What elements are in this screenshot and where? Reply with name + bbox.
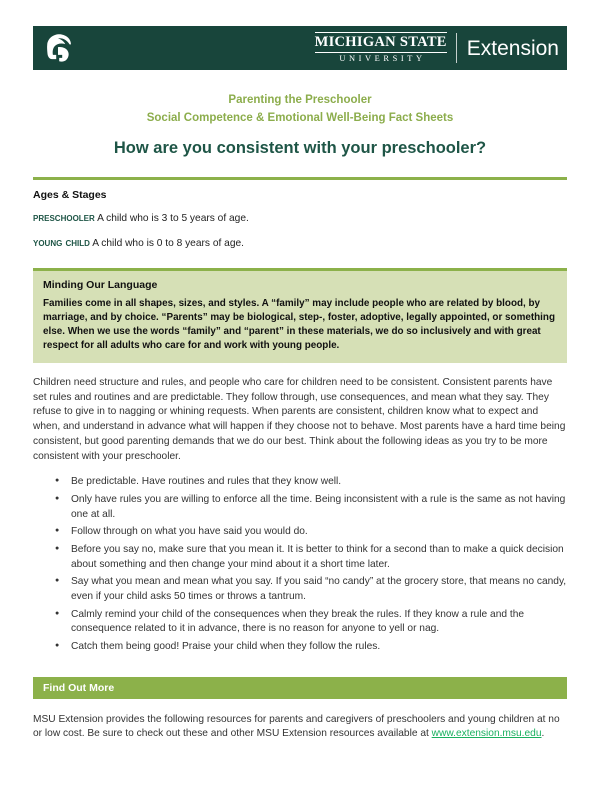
list-item: ● Be predictable. Have routines and rules that they know well. [55,475,567,490]
list-item: ● Calmly remind your child of the consequences when they break the rules. If they know a rule and the consequence related to it in advance, there is no reason for anyone to yell or nag. [55,608,567,637]
definition-preschooler [33,211,567,226]
list-item: ● Before you say no, make sure that you mean it. It is better to think for a second than to make a quick decision about something and then change your mind about it a short time later. [55,543,567,572]
find-out-more-body [33,713,567,742]
msu-header-bar [33,26,567,70]
minding-our-language-callout [33,268,567,363]
section-divider [33,177,567,180]
list-item: ● Only have rules you are willing to enforce all the time. Being inconsistent with a rule is the same as not having one at all. [55,493,567,522]
list-item: ● Say what you mean and mean what you say. If you said “no candy” at the grocery store, that means no candy, even if your child asks 50 times or throws a tantrum. [55,575,567,604]
series-title: Parenting the Preschooler [228,94,372,106]
term-young-child: young child [33,237,90,250]
ages-and-stages-heading: Ages & Stages [33,189,107,202]
callout-heading: Minding Our Language [43,278,158,291]
title-block [33,92,567,159]
tips-list [33,475,567,655]
fact-sheet-page [0,26,600,790]
intro-paragraph: Children need structure and rules, and people who care for children need to be consistent. Consistent parents have set rules and routines and are predictable. They follow through, use consequences, and mean what they say. They refuse to give in to nagging or whining requests. When parents are consistent, children know what to expect and when, and understand in advance what will happen if they choose not to behave. Most parents have a hard time being consistent, but good parenting demands that we do our best. Think about the following ideas as you try to be more consistent with your preschooler. [33,377,566,462]
list-item: ● Follow through on what you have said you would do. [55,525,567,540]
university-text: UNIVERSITY [339,54,426,64]
term-preschooler: preschooler [33,212,95,225]
list-item: ● Catch them being good! Praise your child when they follow the rules. [55,640,567,655]
wordmark-divider [456,33,457,63]
definition-young-child [33,236,567,251]
find-out-more-heading: Find Out More [43,681,115,694]
find-out-more-text-after: . [541,728,545,740]
find-out-more-text-before: MSU Extension provides the following resources for parents and caregivers of preschoolers and young children at no or low cost. Be sure to check out these and other MSU Extension resources available at [33,713,560,740]
extension-text: Extension [466,36,559,60]
spartan-helmet-icon [43,31,73,65]
definition-preschooler-text: A child who is 3 to 5 years of age. [94,213,249,225]
ages-and-stages-section [33,189,567,252]
callout-body-text: Families come in all shapes, sizes, and styles. A “family” may include people who are related by blood, by marriage, and by choice. “Parents” may be biological, step-, foster, adoptive, legally appointed, or something else. When we use the words “family” and “parent” in these materials, we do so inclusively and with great respect for all adults who care for and work with young people. [43,297,555,352]
definition-young-child-text: A child who is 0 to 8 years of age. [89,238,244,250]
extension-website-link[interactable]: www.extension.msu.edu [431,728,542,740]
michigan-state-text: MICHIGAN STATE [315,32,447,53]
series-subtitle: Social Competence & Emotional Well-Being Fact Sheets [146,111,454,124]
find-out-more-bar [33,677,567,699]
msu-lockup [315,32,456,63]
page-title: How are you consistent with your preschooler? [113,138,487,157]
msu-extension-wordmark [315,31,559,65]
